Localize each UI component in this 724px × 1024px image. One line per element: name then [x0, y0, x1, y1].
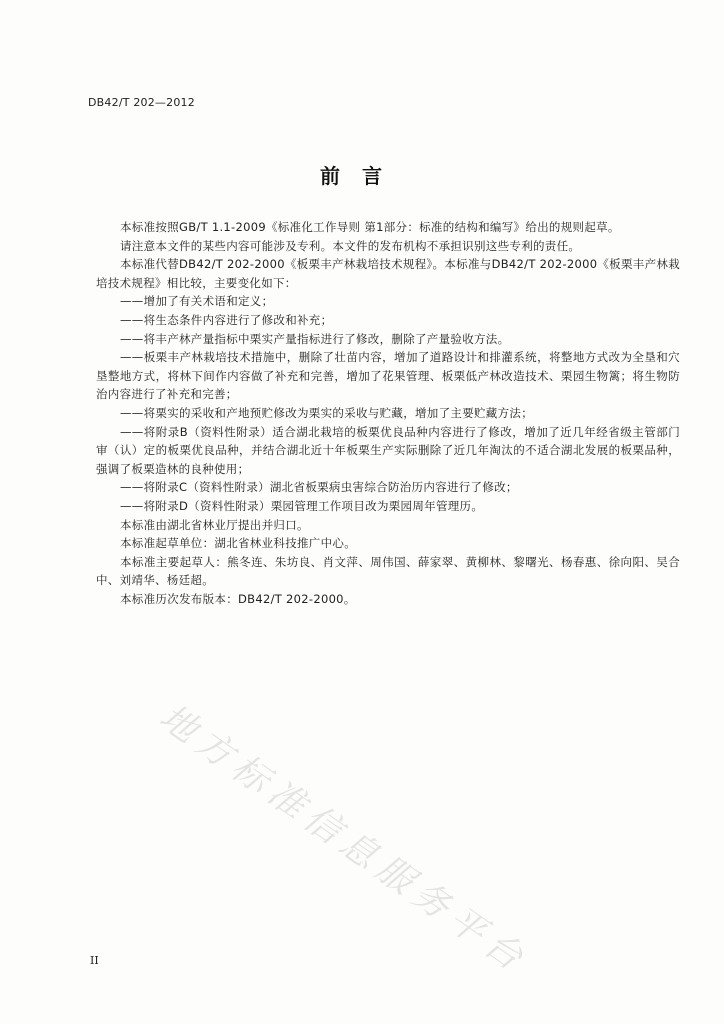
page-title: 前言	[320, 164, 404, 188]
change-item: ——板栗丰产林栽培技术措施中，删除了壮苗内容，增加了道路设计和排灌系统，将整地方式改为全垦和穴垦整地方式，将林下间作内容做了补充和完善，增加了花果管理、板栗低产林改造技术、栗园生物篱；将生物防治内容进行了补充和完善；	[96, 350, 680, 402]
paragraph-drafters: 本标准主要起草人：熊冬连、朱坊良、肖文萍、周伟国、薛家翠、黄柳林、黎曙光、杨春惠、徐向阳、吴合中、刘靖华、杨廷超。	[96, 554, 680, 588]
change-item: ——将丰产林产量指标中栗实产量指标进行了修改，删除了产量验收方法。	[120, 331, 510, 346]
foreword-body	[96, 218, 680, 608]
change-item: ——将附录C（资料性附录）湖北省板栗病虫害综合防治历内容进行了修改；	[120, 480, 518, 495]
paragraph-drafting-unit: 本标准起草单位：湖北省林业科技推广中心。	[120, 536, 356, 551]
paragraph-patent-notice: 请注意本文件的某些内容可能涉及专利。本文件的发布机构不承担识别这些专利的责任。	[120, 238, 581, 253]
change-item: ——增加了有关术语和定义；	[120, 294, 274, 309]
paragraph-drafting-rule: 本标准按照GB/T 1.1-2009《标准化工作导则 第1部分：标准的结构和编写》给出的规则起草。	[120, 220, 620, 234]
paragraph-replacement: 本标准代替DB42/T 202-2000《板栗丰产林栽培技术规程》。本标准与DB42/T 202-2000《板栗丰产林栽培技术规程》相比较，主要变化如下：	[96, 257, 680, 290]
change-item: ——将栗实的采收和产地预贮修改为栗实的采收与贮藏，增加了主要贮藏方法；	[120, 405, 533, 420]
watermark: 地方标准信息服务平台	[151, 696, 536, 983]
paragraph-proposer: 本标准由湖北省林业厅提出并归口。	[120, 517, 309, 532]
change-item: ——将附录B（资料性附录）适合湖北栽培的板栗优良品种内容进行了修改，增加了近几年经省级主管部门审（认）定的板栗优良品种，并结合湖北近十年板栗生产实际删除了近几年淘汰的不适合湖北发展的板栗品种，强调了板栗造林的良种使用；	[96, 424, 680, 476]
page-number: II	[90, 954, 99, 967]
change-item: ——将生态条件内容进行了修改和补充；	[120, 312, 333, 327]
change-item: ——将附录D（资料性附录）栗园管理工作项目改为栗园周年管理历。	[120, 498, 484, 513]
paragraph-history: 本标准历次发布版本：DB42/T 202-2000。	[120, 591, 356, 606]
document-code: DB42/T 202—2012	[88, 96, 195, 109]
